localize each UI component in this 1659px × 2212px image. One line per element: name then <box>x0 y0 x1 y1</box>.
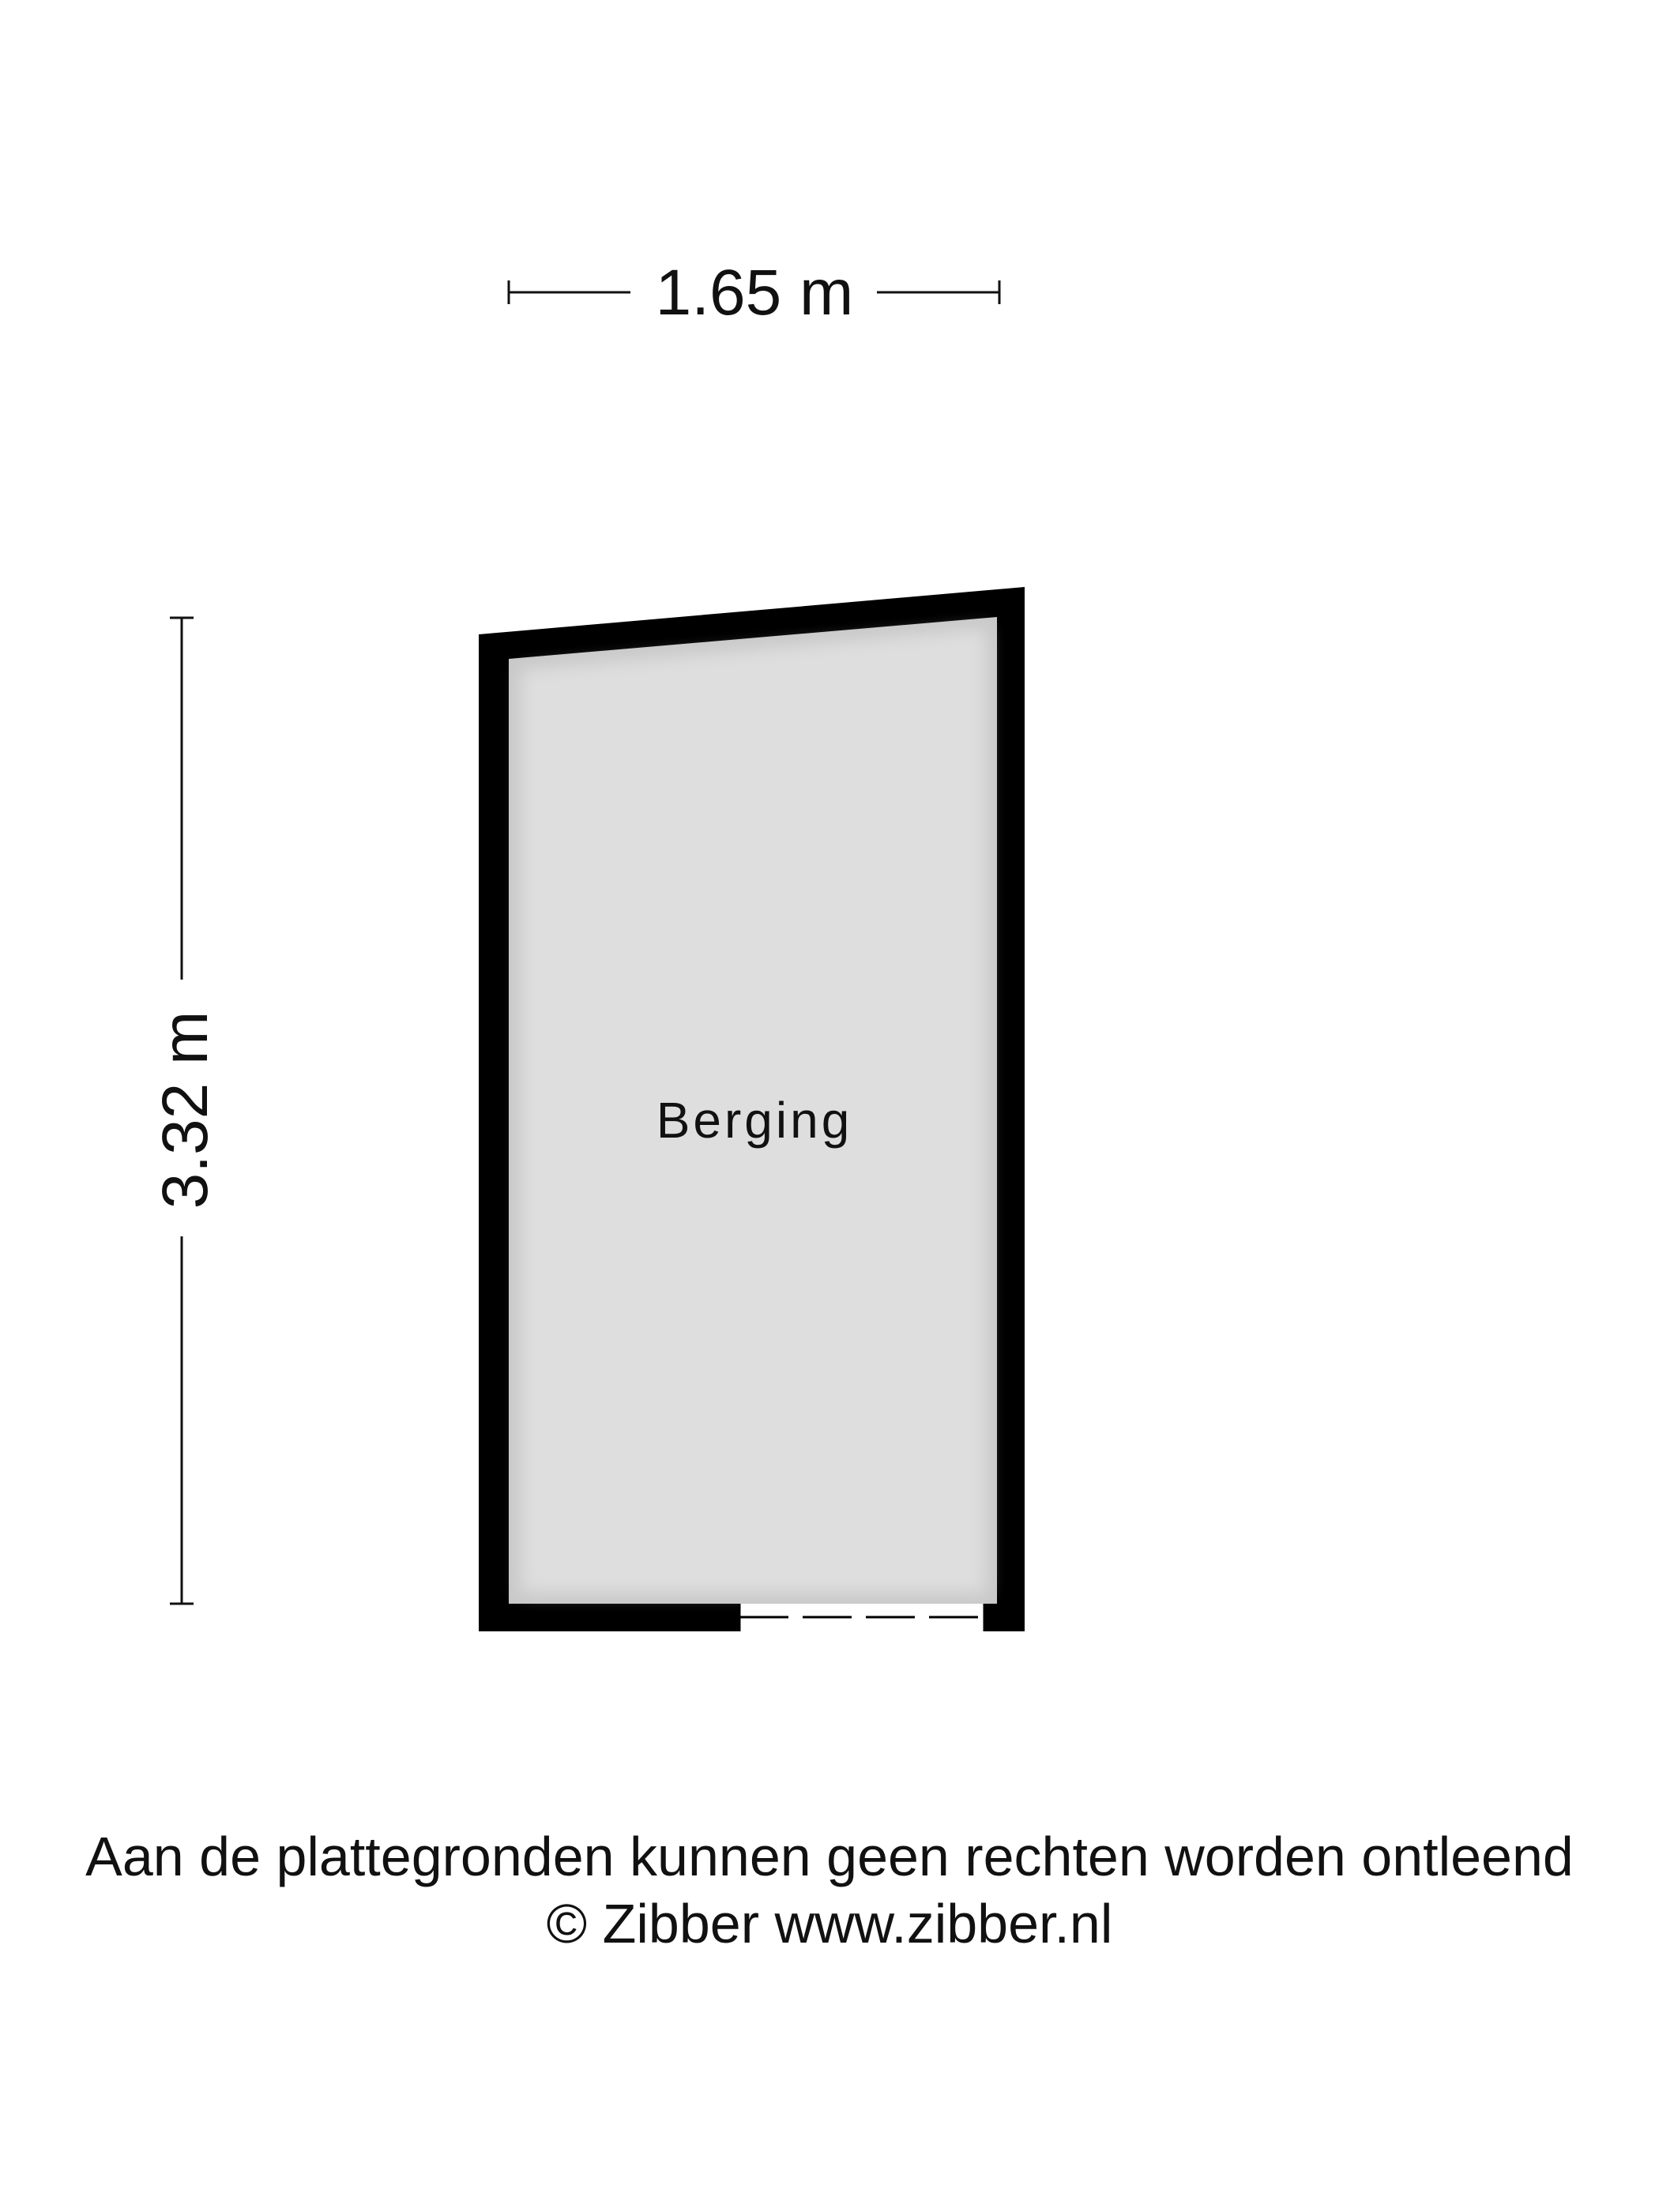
height-dimension-label: 3.32 m <box>149 1010 221 1209</box>
room-berging <box>479 587 1025 1631</box>
door-opening <box>739 1604 984 1631</box>
height-dimension <box>149 618 221 1604</box>
width-dimension <box>509 257 999 329</box>
footer-disclaimer: Aan de plattegronden kunnen geen rechten worden ontleend <box>85 1826 1574 1887</box>
width-dimension-label: 1.65 m <box>655 257 854 329</box>
footer-copyright: © Zibber www.zibber.nl <box>546 1893 1113 1954</box>
room-label: Berging <box>656 1092 853 1149</box>
